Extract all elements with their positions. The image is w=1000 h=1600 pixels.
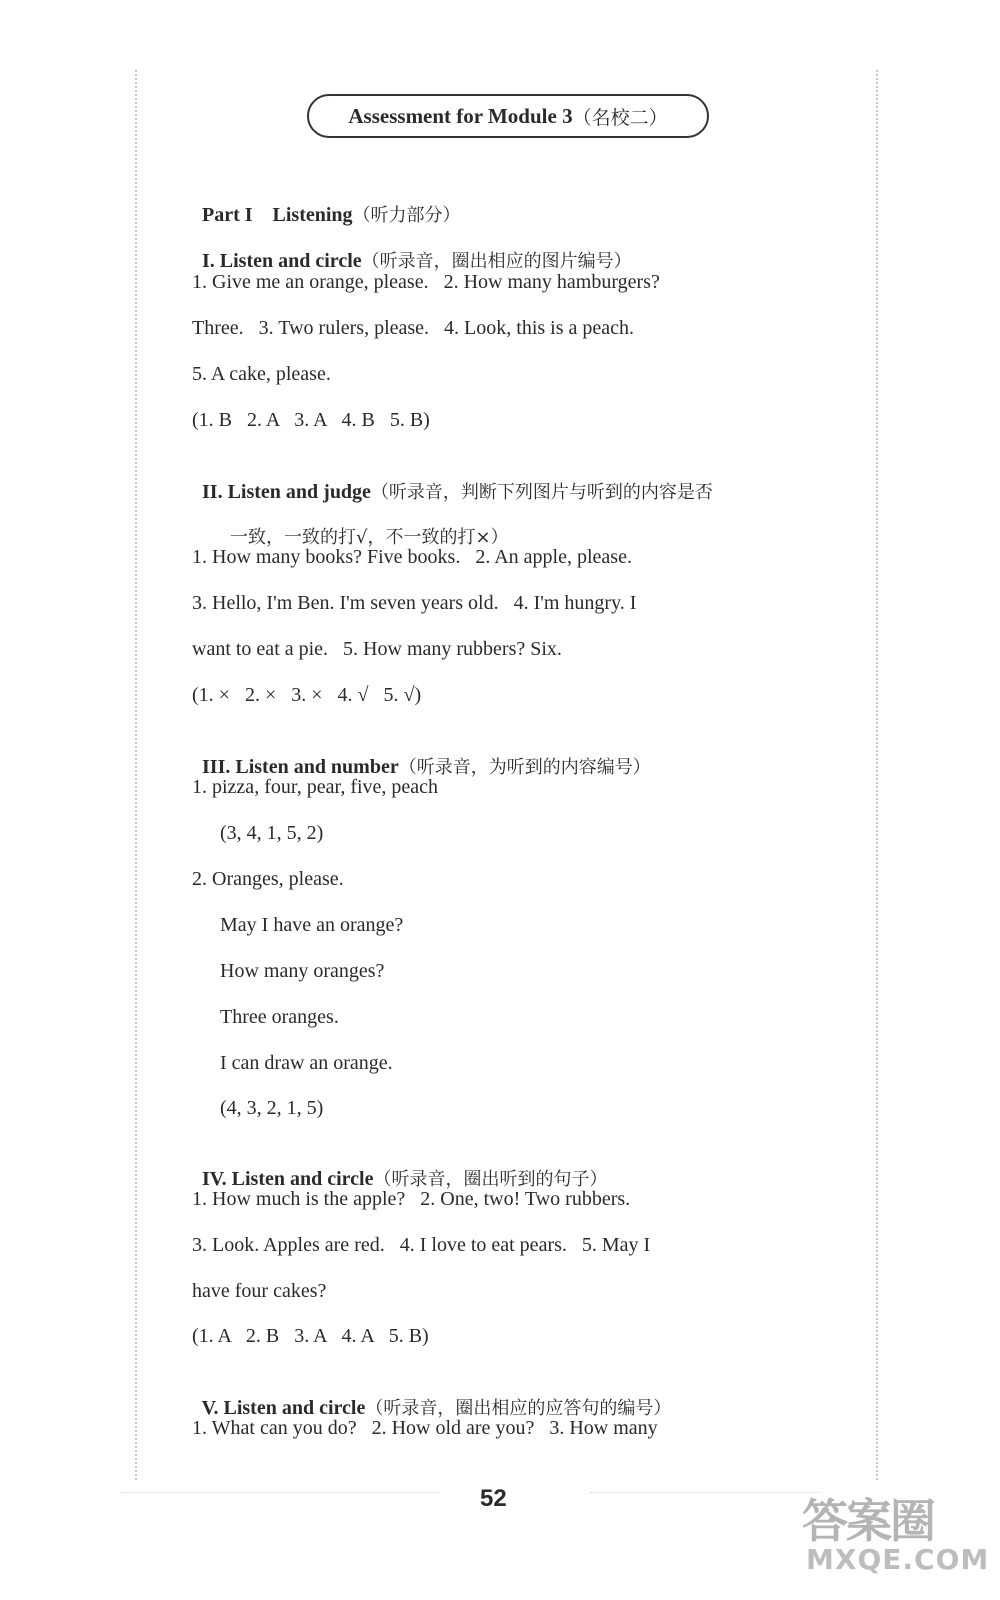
section-5-note: （听录音，圈出相应的应答句的编号） [365,1398,672,1419]
section-2-note: （听录音，判断下列图片与听到的内容是否 [370,482,713,503]
script-line: want to eat a pie. 5. How many rubbers? Six. [192,638,562,660]
footer-rule-left [120,1492,440,1493]
script-line: How many oranges? [220,960,385,982]
part-heading-english: Part I Listening [202,204,353,226]
script-line: 3. Look. Apples are red. 4. I love to eat pears. 5. May I [192,1234,651,1256]
section-1-title: I. Listen and circle [202,250,362,272]
script-line: Three oranges. [220,1006,339,1028]
script-line: 5. A cake, please. [192,363,331,385]
answer-line: (1. × 2. × 3. × 4. √ 5. √) [192,684,422,706]
answer-line: (1. A 2. B 3. A 4. A 5. B) [192,1325,429,1347]
script-line: 1. How many books? Five books. 2. An apple, please. [192,546,632,568]
script-line: May I have an orange? [220,914,404,936]
answer-line: (4, 3, 2, 1, 5) [220,1097,324,1119]
script-line: 1. What can you do? 2. How old are you? 3. How many [192,1417,658,1439]
section-5-title: V. Listen and circle [201,1397,366,1419]
right-margin-rule [876,70,878,1480]
script-line: Three. 3. Two rulers, please. 4. Look, this is a peach. [192,317,635,339]
section-3-note: （听录音，为听到的内容编号） [398,757,651,778]
script-line: have four cakes? [192,1280,327,1302]
section-4-title: IV. Listen and circle [202,1168,374,1190]
section-2-title: II. Listen and judge [202,481,371,503]
page-number: 52 [480,1485,507,1512]
title-chinese: （名校二） [572,106,668,129]
watermark-url: MXQE.COM [806,1543,990,1576]
section-heading-1 [192,222,632,275]
part-heading-chinese: （听力部分） [352,205,461,226]
section-3-title: III. Listen and number [202,756,399,778]
answer-line: (3, 4, 1, 5, 2) [220,822,324,844]
script-line: 1. How much is the apple? 2. One, two! Two rubbers. [192,1188,631,1210]
footer-rule-right [590,1492,820,1493]
section-2-note-2: 一致，一致的打√，不一致的打×） [230,527,509,548]
script-line: 2. Oranges, please. [192,868,344,890]
section-1-note: （听录音，圈出相应的图片编号） [361,251,632,272]
section-4-note: （听录音，圈出听到的句子） [373,1169,608,1190]
script-line: 1. Give me an orange, please. 2. How many hamburgers? [192,271,660,293]
watermark-logo [792,1485,990,1585]
script-line: I can draw an orange. [220,1052,393,1074]
script-line: 3. Hello, I'm Ben. I'm seven years old. 4. I'm hungry. I [192,592,637,614]
watermark-main-text: 答案圈 [802,1494,934,1548]
page-title [307,94,709,138]
script-line: 1. pizza, four, pear, five, peach [192,776,439,798]
answer-line: (1. B 2. A 3. A 4. B 5. B) [192,409,430,431]
title-english: Assessment for Module 3 [348,103,573,128]
left-margin-rule [135,70,137,1480]
